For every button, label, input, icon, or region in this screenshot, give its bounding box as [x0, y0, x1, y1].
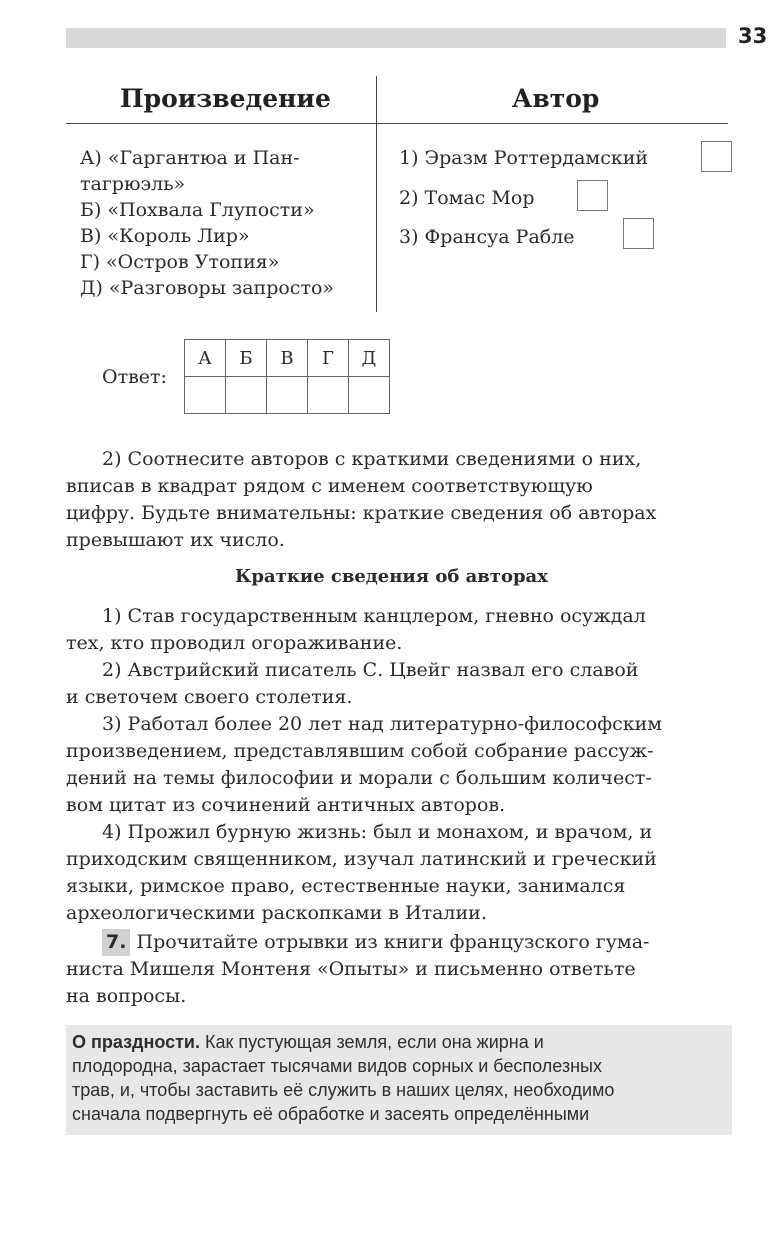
- text-line: дений на темы философии и морали с большим количест-: [66, 767, 652, 789]
- works-list: [80, 145, 365, 301]
- author-item: 2) Томас Мор: [399, 187, 535, 209]
- text-line: 2) Соотнесите авторов с краткими сведениями о них,: [102, 448, 642, 470]
- text-line: Как пустующая земля, если она жирна и: [205, 1032, 544, 1052]
- text-line: 3) Работал более 20 лет над литературно-философским: [102, 713, 663, 735]
- answer-letter: Г: [308, 340, 349, 377]
- column-header-author: Автор: [512, 84, 600, 113]
- text-line: 2) Австрийский писатель С. Цвейг назвал его славой: [102, 659, 639, 681]
- answer-cell[interactable]: [349, 377, 390, 414]
- answer-table: [184, 339, 390, 414]
- answer-letter: А: [185, 340, 226, 377]
- text-line: 4) Прожил бурную жизнь: был и монахом, и врачом, и: [102, 821, 653, 843]
- work-item: В) «Король Лир»: [80, 225, 250, 247]
- answer-letter: Д: [349, 340, 390, 377]
- text-line: Прочитайте отрывки из книги французского гума-: [136, 931, 650, 953]
- text-line: археологическими раскопками в Италии.: [66, 902, 487, 924]
- answer-cell[interactable]: [267, 377, 308, 414]
- page-number: 33: [738, 24, 768, 48]
- text-line: приходским священником, изучал латинский и греческий: [66, 848, 657, 870]
- task7-paragraph: [66, 929, 730, 1010]
- work-item: А) «Гаргантюа и Пан-: [80, 147, 300, 169]
- text-line: тех, кто проводил огораживание.: [66, 632, 403, 654]
- quote-text: [72, 1030, 722, 1126]
- header-bar: [66, 28, 726, 48]
- answer-cell[interactable]: [185, 377, 226, 414]
- text-line: ниста Мишеля Монтеня «Опыты» и письменно ответьте: [66, 958, 636, 980]
- text-line: 1) Став государственным канцлером, гневно осуждал: [102, 605, 646, 627]
- author-item: 1) Эразм Роттердамский: [399, 147, 649, 169]
- answer-cell[interactable]: [226, 377, 267, 414]
- quote-title: О праздности.: [72, 1032, 200, 1052]
- author-item: 3) Франсуа Рабле: [399, 226, 575, 248]
- author-answer-box-2[interactable]: [577, 180, 608, 211]
- text-line: на вопросы.: [66, 985, 187, 1007]
- facts-heading: Краткие сведения об авторах: [235, 566, 548, 587]
- text-line: и светочем своего столетия.: [66, 686, 353, 708]
- text-line: вом цитат из сочинений античных авторов.: [66, 794, 506, 816]
- work-item: Б) «Похвала Глупости»: [80, 199, 315, 221]
- work-item: Г) «Остров Утопия»: [80, 251, 280, 273]
- task2-paragraph: [66, 446, 730, 554]
- table-divider-horizontal: [66, 123, 728, 124]
- answer-cell[interactable]: [308, 377, 349, 414]
- author-answer-box-1[interactable]: [701, 141, 732, 172]
- work-item: Д) «Разговоры запросто»: [80, 277, 335, 299]
- author-answer-box-3[interactable]: [623, 218, 654, 249]
- text-line: цифру. Будьте внимательны: краткие сведения об авторах: [66, 502, 657, 524]
- text-line: превышают их число.: [66, 529, 285, 551]
- column-header-work: Произведение: [120, 84, 331, 113]
- text-line: вписав в квадрат рядом с именем соответствующую: [66, 475, 593, 497]
- text-line: произведением, представлявшим собой собрание рассуж-: [66, 740, 654, 762]
- answer-label: Ответ:: [102, 366, 167, 388]
- text-line: плодородна, зарастает тысячами видов сорных и бесполезных: [72, 1056, 602, 1076]
- text-line: языки, римское право, естественные науки, занимался: [66, 875, 626, 897]
- facts-paragraph: [66, 603, 730, 927]
- task-number-badge: 7.: [102, 929, 130, 956]
- text-line: сначала подвергнуть её обработке и засеять определёнными: [72, 1104, 590, 1124]
- answer-letter: В: [267, 340, 308, 377]
- table-divider-vertical: [376, 76, 377, 312]
- answer-letter: Б: [226, 340, 267, 377]
- work-item: тагрюэль»: [80, 173, 186, 195]
- text-line: трав, и, чтобы заставить её служить в наших целях, необходимо: [72, 1080, 615, 1100]
